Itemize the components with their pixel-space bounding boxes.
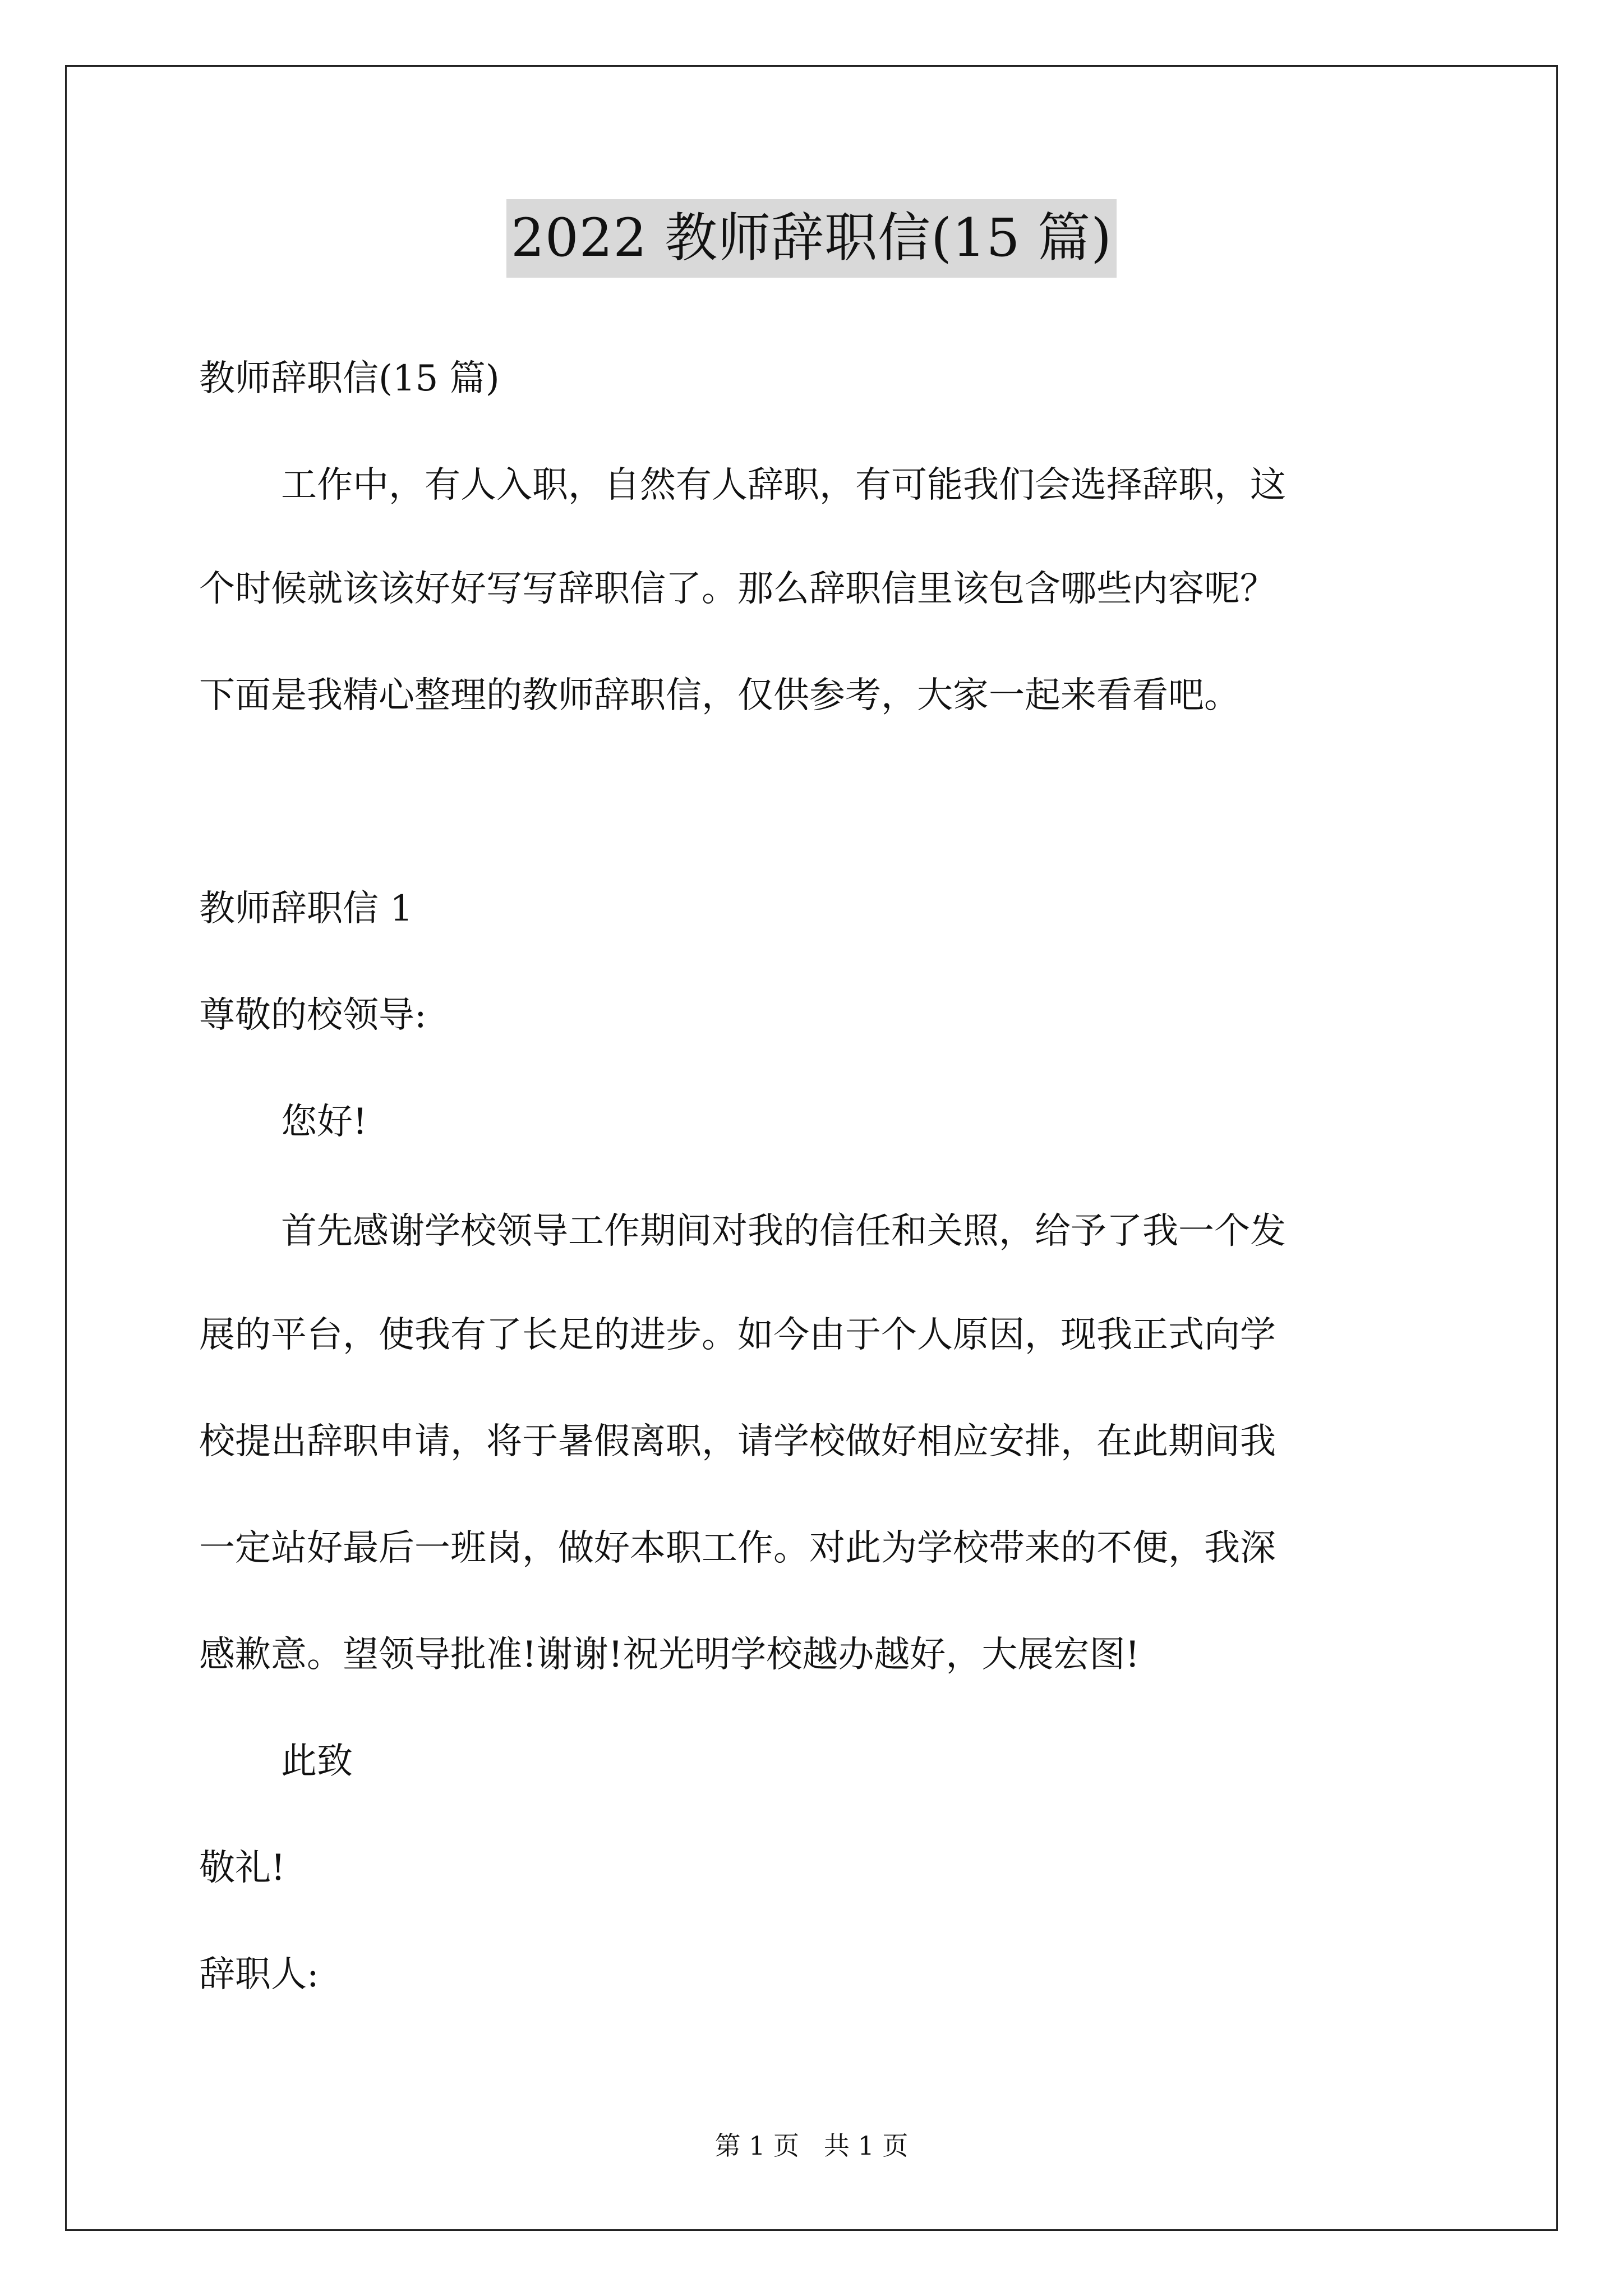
salutation: 尊敬的校领导: — [199, 995, 427, 1036]
greeting: 您好! — [281, 1101, 367, 1143]
body-line: 展的平台，使我有了长足的进步。如今由于个人原因，现我正式向学 — [199, 1314, 1276, 1356]
intro-line: 下面是我精心整理的教师辞职信，仅供参考，大家一起来看看吧。 — [199, 675, 1240, 716]
body-line: 首先感谢学校领导工作期间对我的信任和关照，给予了我一个发 — [281, 1211, 1286, 1252]
closing-salute: 敬礼! — [199, 1847, 285, 1889]
signature-label: 辞职人: — [199, 1954, 319, 1995]
subtitle: 教师辞职信(15 篇) — [199, 358, 500, 399]
intro-line: 工作中，有人入职，自然有人辞职，有可能我们会选择辞职，这 — [281, 464, 1286, 506]
intro-line: 个时候就该该好好写写辞职信了。那么辞职信里该包含哪些内容呢？ — [199, 568, 1276, 610]
body-line: 一定站好最后一班岗，做好本职工作。对此为学校带来的不便，我深 — [199, 1527, 1276, 1569]
document-title: 2022 教师辞职信(15 篇) — [506, 199, 1117, 278]
body-line: 校提出辞职申请，将于暑假离职，请学校做好相应安排，在此期间我 — [199, 1421, 1276, 1462]
page-number: 第 1 页 共 1 页 — [714, 2131, 909, 2161]
body-line: 感歉意。望领导批准!谢谢!祝光明学校越办越好，大展宏图! — [199, 1634, 1140, 1676]
closing-phrase: 此致 — [281, 1741, 353, 1782]
section-heading: 教师辞职信 1 — [199, 888, 413, 930]
title-container — [0, 199, 1623, 278]
